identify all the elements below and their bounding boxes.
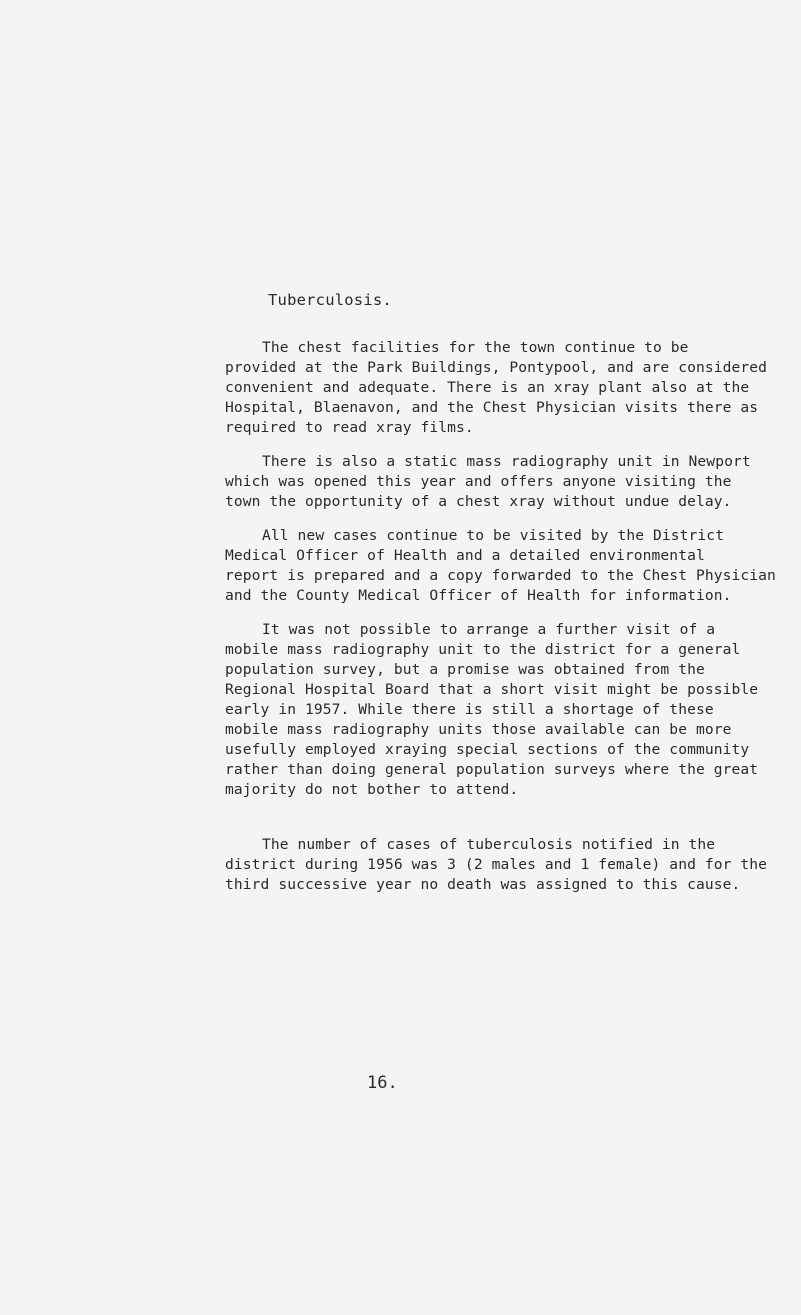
- text-line: Hospital, Blaenavon, and the Chest Physician visits there as: [225, 399, 759, 416]
- text-line: early in 1957. While there is still a shortage of these: [225, 701, 714, 718]
- page-number: 16.: [367, 1073, 398, 1093]
- page-title: Tuberculosis.: [268, 291, 392, 309]
- text-line: town the opportunity of a chest xray without undue delay.: [225, 493, 732, 510]
- text-line: mobile mass radiography unit to the district for a general: [225, 641, 741, 658]
- text-line: which was opened this year and offers anyone visiting the: [225, 473, 732, 490]
- document-page: Tuberculosis. The chest facilities for the town continue to be provided at the Park Buildings, Pontypool, and are considered convenient and adequate. There is an xray plant also at the Hospital, Blaenavon, and the Chest Physician visits there as required to read xray films. There is also a static mass radiography unit in Newport which was opened this year and offers anyone visiting the town the opportunity of a chest xray without undue delay. All new cases continue to be visited by the District Medical Officer of Health and a detailed environmental report is prepared and a copy forwarded to the Chest Physician and the County Medical Officer of Health for information. It was not possible to arrange a further visit of a mobile mass radiography unit to the district for a general population survey, but a promise was obtained from the Regional Hospital Board that a short visit might be possible early in 1957. While there is still a shortage of these mobile mass radiography units those available can be more usefully employed xraying special sections of the community rather than doing general population surveys where the great majority do not bother to attend. The number of cases of tuberculosis notified in the district during 1956 was 3 (2 males and 1 female) and for the third successive year no death was assigned to this cause. 16.: [225, 291, 776, 1093]
- text-line: Regional Hospital Board that a short visit might be possible: [225, 681, 759, 698]
- text-line: usefully employed xraying special sections of the community: [225, 741, 750, 758]
- text-line: population survey, but a promise was obtained from the: [225, 661, 705, 678]
- text-line: mobile mass radiography units those available can be more: [225, 721, 732, 738]
- text-line: district during 1956 was 3 (2 males and 1 female) and for the: [225, 856, 768, 873]
- text-line: majority do not bother to attend.: [225, 781, 519, 798]
- text-line: Medical Officer of Health and a detailed environmental: [225, 547, 705, 564]
- text-line: required to read xray films.: [225, 419, 474, 436]
- text-line: rather than doing general population surveys where the great: [225, 761, 759, 778]
- text-line: and the County Medical Officer of Health for information.: [225, 587, 732, 604]
- text-line: report is prepared and a copy forwarded to the Chest Physician: [225, 567, 776, 584]
- text-line: third successive year no death was assigned to this cause.: [225, 876, 741, 893]
- text-line: convenient and adequate. There is an xray plant also at the: [225, 379, 750, 396]
- text-line: provided at the Park Buildings, Pontypool, and are considered: [225, 359, 768, 376]
